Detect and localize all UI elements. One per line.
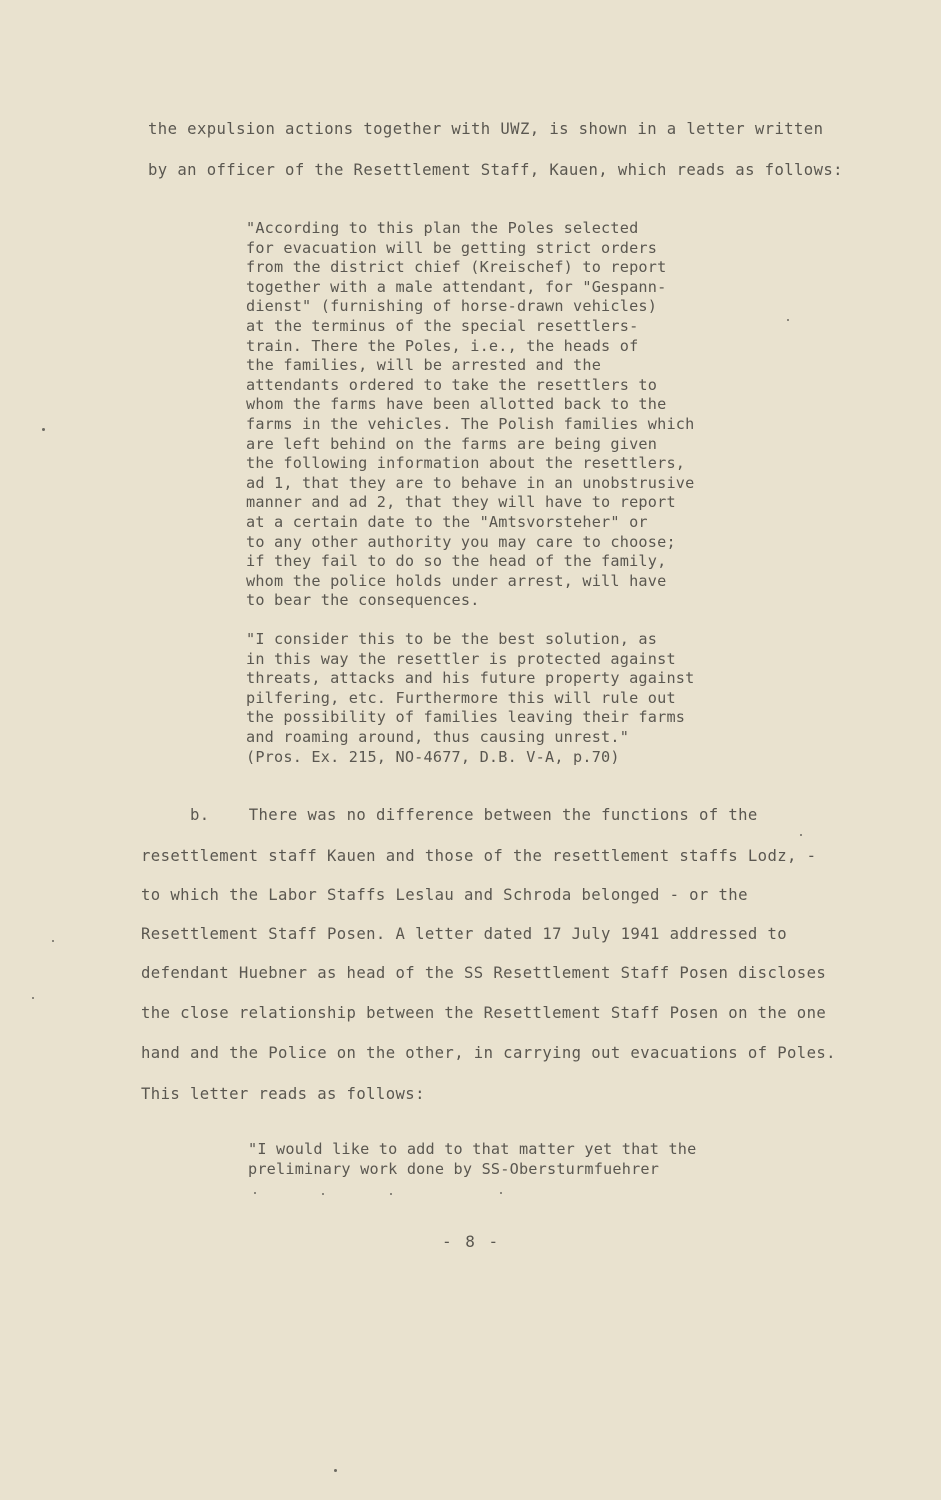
quote-line: "I would like to add to that matter yet that the bbox=[248, 1140, 697, 1158]
quote-block bbox=[248, 1140, 697, 1179]
quote-line: "According to this plan the Poles selected bbox=[246, 219, 639, 237]
body-line: to which the Labor Staffs Leslau and Schroda belonged - or the bbox=[141, 886, 748, 904]
quote-line: dienst" (furnishing of horse-drawn vehicles) bbox=[246, 297, 658, 316]
ink-speck bbox=[800, 834, 802, 836]
body-line: This letter reads as follows: bbox=[141, 1085, 425, 1103]
body-line: defendant Huebner as head of the SS Resettlement Staff Posen discloses bbox=[141, 964, 827, 982]
quote-line: whom the farms have been allotted back to the bbox=[246, 395, 667, 414]
quote-block bbox=[246, 630, 695, 767]
page-number: - 8 - bbox=[442, 1232, 501, 1251]
quote-line: manner and ad 2, that they will have to report bbox=[246, 493, 676, 512]
body-line: b. There was no difference between the functions of the bbox=[190, 806, 758, 824]
quote-line: train. There the Poles, i.e., the heads of bbox=[246, 336, 639, 355]
quote-line: to bear the consequences. bbox=[246, 591, 480, 610]
ink-speck bbox=[322, 1193, 324, 1195]
quote-line: from the district chief (Kreischef) to report bbox=[246, 258, 667, 277]
quote-line: together with a male attendant, for "Gespann- bbox=[246, 277, 667, 296]
ink-speck bbox=[52, 940, 54, 942]
quote-line: the following information about the resettlers, bbox=[246, 454, 686, 473]
quote-line: attendants ordered to take the resettlers to bbox=[246, 375, 658, 394]
quote-line: at a certain date to the "Amtsvorsteher" or bbox=[246, 512, 648, 531]
quote-line: farms in the vehicles. The Polish families which bbox=[246, 414, 695, 433]
quote-line: preliminary work done by SS-Obersturmfuehrer bbox=[248, 1159, 660, 1178]
ink-speck bbox=[32, 997, 34, 999]
quote-line: for evacuation will be getting strict orders bbox=[246, 238, 658, 257]
body-line: the close relationship between the Resettlement Staff Posen on the one bbox=[141, 1004, 827, 1022]
body-line: Resettlement Staff Posen. A letter dated 17 July 1941 addressed to bbox=[141, 925, 788, 943]
quote-line: ad 1, that they are to behave in an unobstrusive bbox=[246, 473, 695, 492]
body-line: the expulsion actions together with UWZ, is shown in a letter written bbox=[148, 120, 824, 138]
ink-speck bbox=[42, 428, 45, 431]
quote-line: and roaming around, thus causing unrest." bbox=[246, 727, 630, 746]
quote-line: in this way the resettler is protected against bbox=[246, 649, 676, 668]
body-line: by an officer of the Resettlement Staff, Kauen, which reads as follows: bbox=[148, 161, 843, 179]
quote-line: pilfering, etc. Furthermore this will rule out bbox=[246, 688, 676, 707]
quote-line: at the terminus of the special resettlers- bbox=[246, 316, 639, 335]
ink-speck bbox=[500, 1192, 502, 1194]
ink-speck bbox=[334, 1469, 337, 1472]
quote-line: are left behind on the farms are being given bbox=[246, 434, 658, 453]
quote-line: whom the police holds under arrest, will have bbox=[246, 571, 667, 590]
citation-line: (Pros. Ex. 215, NO-4677, D.B. V-A, p.70) bbox=[246, 747, 620, 766]
body-line: resettlement staff Kauen and those of the resettlement staffs Lodz, - bbox=[141, 847, 817, 865]
body-line: hand and the Police on the other, in carrying out evacuations of Poles. bbox=[141, 1044, 836, 1062]
ink-speck bbox=[787, 319, 789, 321]
ink-speck bbox=[390, 1193, 392, 1195]
quote-line: if they fail to do so the head of the family, bbox=[246, 552, 667, 571]
quote-line: to any other authority you may care to choose; bbox=[246, 532, 676, 551]
quote-line: "I consider this to be the best solution, as bbox=[246, 630, 658, 648]
ink-speck bbox=[254, 1192, 256, 1194]
quote-line: threats, attacks and his future property against bbox=[246, 669, 695, 688]
quote-line: the possibility of families leaving their farms bbox=[246, 708, 686, 727]
quote-line: the families, will be arrested and the bbox=[246, 356, 602, 375]
quote-block bbox=[246, 219, 695, 611]
